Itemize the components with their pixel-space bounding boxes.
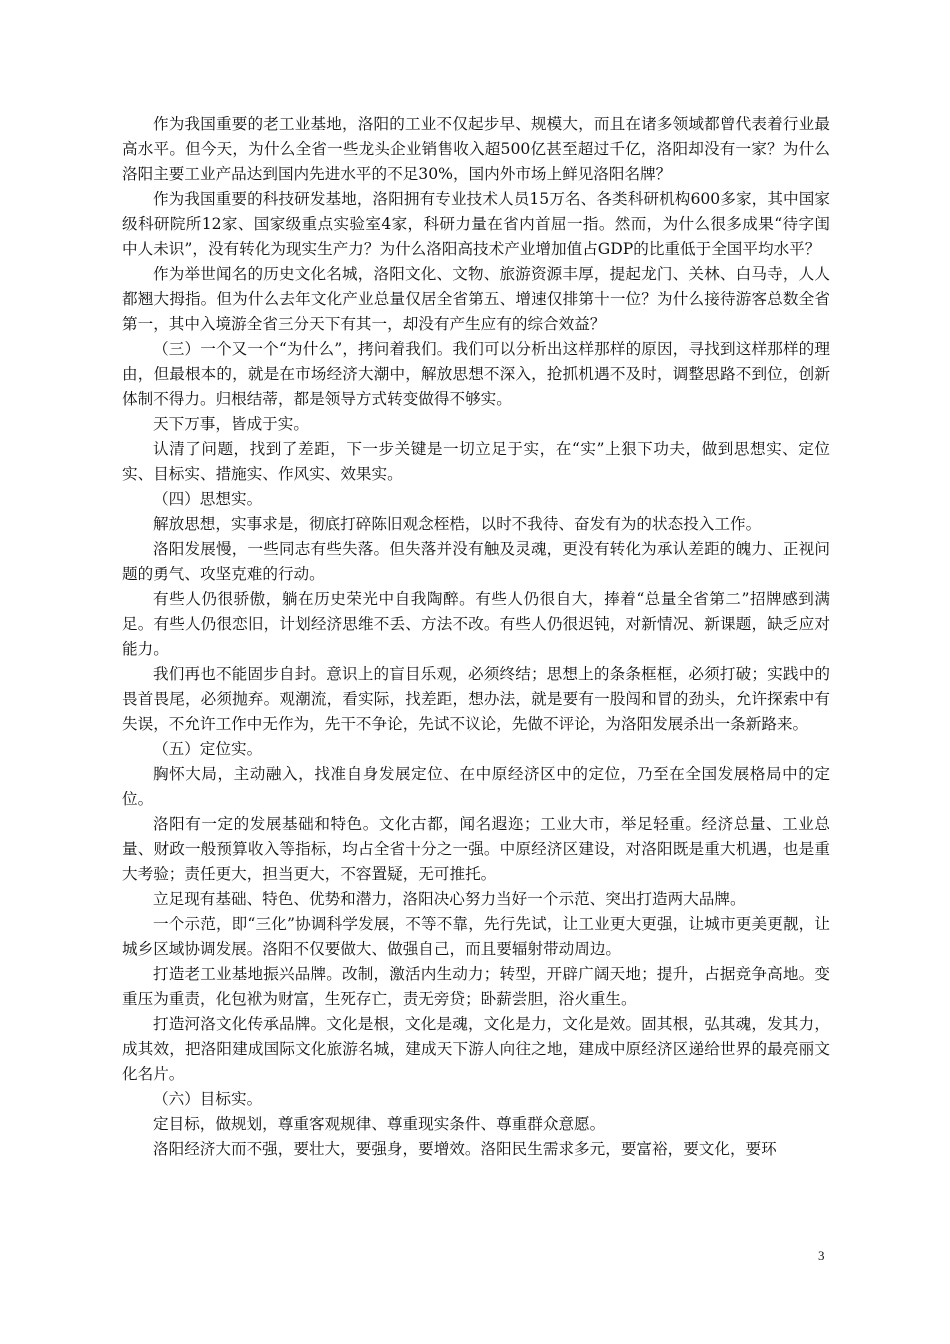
paragraph: 认清了问题，找到了差距，下一步关键是一切立足于实，在“实”上狠下功夫，做到思想实、定位实、目标实、措施实、作风实、效果实。: [122, 440, 830, 483]
section-heading: （四）思想实。: [153, 490, 263, 508]
paragraph: 作为我国重要的老工业基地，洛阳的工业不仅起步早、规模大，而且在诸多领域都曾代表着行业最高水平。但今天，为什么全省一些龙头企业销售收入超500亿甚至超过千亿，洛阳却没有一家？为什么洛阳主要工业产品达到国内先进水平的不足30%，国内外市场上鲜见洛阳名牌？: [122, 115, 830, 183]
paragraph: 立足现有基础、特色、优势和潜力，洛阳决心努力当好一个示范、突出打造两大品牌。: [153, 890, 746, 908]
paragraph: 打造老工业基地振兴品牌。改制，激活内生动力；转型，开辟广阔天地；提升，占据竞争高地。变重压为重责，化包袱为财富，生死存亡，责无旁贷；卧薪尝胆，浴火重生。: [122, 965, 830, 1008]
paragraph: 洛阳有一定的发展基础和特色。文化古都，闻名遐迩；工业大市，举足轻重。经济总量、工业总量、财政一般预算收入等指标，均占全省十分之一强。中原经济区建设，对洛阳既是重大机遇，也是重大考验；责任更大，担当更大，不容置疑，无可推托。: [122, 815, 830, 883]
paragraph: 打造河洛文化传承品牌。文化是根，文化是魂，文化是力，文化是效。固其根，弘其魂，发其力，成其效，把洛阳建成国际文化旅游名城，建成天下游人向往之地，建成中原经济区递给世界的最亮丽文化名片。: [122, 1015, 830, 1083]
paragraph: 一个示范，即“三化”协调科学发展，不等不靠，先行先试，让工业更大更强，让城市更美更靓，让城乡区域协调发展。洛阳不仅要做大、做强自己，而且要辐射带动周边。: [122, 915, 830, 958]
page-number: 3: [818, 1248, 825, 1263]
paragraph: 作为举世闻名的历史文化名城，洛阳文化、文物、旅游资源丰厚，提起龙门、关林、白马寺，人人都翘大拇指。但为什么去年文化产业总量仅居全省第五、增速仅排第十一位？为什么接待游客总数全省第一，其中入境游全省三分天下有其一，却没有产生应有的综合效益？: [122, 265, 830, 333]
section-heading: （六）目标实。: [153, 1090, 263, 1108]
paragraph: 解放思想，实事求是，彻底打碎陈旧观念桎梏，以时不我待、奋发有为的状态投入工作。: [153, 515, 762, 533]
paragraph: 定目标，做规划，尊重客观规律、尊重现实条件、尊重群众意愿。: [153, 1115, 606, 1133]
paragraph: 有些人仍很骄傲，躺在历史荣光中自我陶醉。有些人仍很自大，捧着“总量全省第二”招牌感到满足。有些人仍很恋旧，计划经济思维不丢、方法不改。有些人仍很迟钝，对新情况、新课题，缺乏应对能力。: [122, 590, 830, 658]
document-body: [122, 112, 830, 1162]
paragraph: 天下万事，皆成于实。: [153, 415, 309, 433]
paragraph: 胸怀大局，主动融入，找准自身发展定位、在中原经济区中的定位，乃至在全国发展格局中的定位。: [122, 765, 830, 808]
section-heading: （五）定位实。: [153, 740, 263, 758]
paragraph: 洛阳发展慢，一些同志有些失落。但失落并没有触及灵魂，更没有转化为承认差距的魄力、正视问题的勇气、攻坚克难的行动。: [122, 540, 830, 583]
paragraph: 洛阳经济大而不强，要壮大，要强身，要增效。洛阳民生需求多元，要富裕，要文化，要环: [153, 1140, 777, 1158]
paragraph: 我们再也不能固步自封。意识上的盲目乐观，必须终结；思想上的条条框框，必须打破；实践中的畏首畏尾，必须抛弃。观潮流，看实际，找差距，想办法，就是要有一股闯和冒的劲头，允许探索中有失误，不允许工作中无作为，先干不争论，先试不议论，先做不评论，为洛阳发展杀出一条新路来。: [122, 665, 830, 733]
paragraph: （三）一个又一个“为什么”，拷问着我们。我们可以分析出这样那样的原因，寻找到这样那样的理由，但最根本的，就是在市场经济大潮中，解放思想不深入，抢抓机遇不及时，调整思路不到位，创新体制不得力。归根结蒂，都是领导方式转变做得不够实。: [122, 340, 830, 408]
paragraph: 作为我国重要的科技研发基地，洛阳拥有专业技术人员15万名、各类科研机构600多家，其中国家级科研院所12家、国家级重点实验室4家，科研力量在省内首屈一指。然而，为什么很多成果“待字闺中人未识”，没有转化为现实生产力？为什么洛阳高技术产业增加值占GDP的比重低于全国平均水平？: [122, 190, 830, 258]
